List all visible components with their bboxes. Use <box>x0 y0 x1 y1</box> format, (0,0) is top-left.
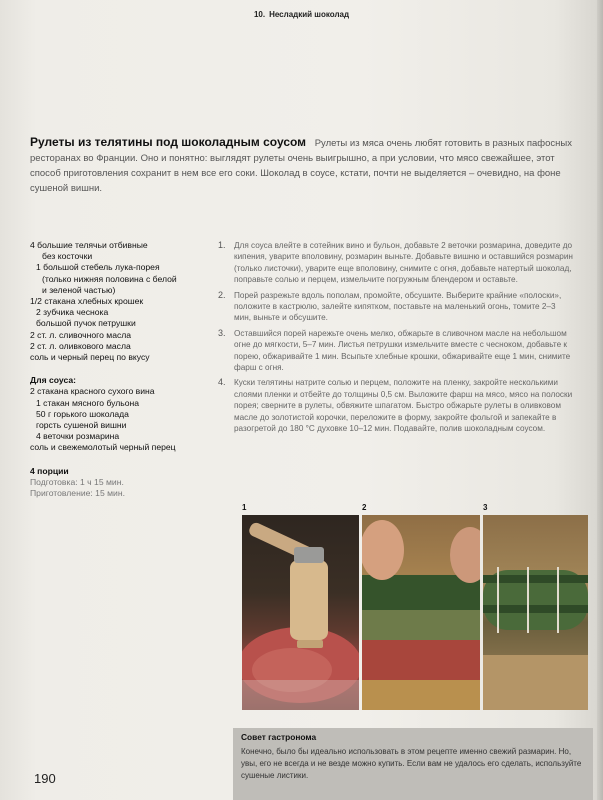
ingredient-item: (только нижняя половина с белой <box>42 273 177 284</box>
cook-time: Приготовление: 15 мин. <box>30 488 125 499</box>
running-header <box>0 0 603 28</box>
recipe-step <box>218 290 573 324</box>
ingredient-item: соль и свежемолотый черный перец <box>30 442 176 453</box>
recipe-title: Рулеты из телятины под шоколадным соусом <box>30 135 307 149</box>
page-number: 190 <box>34 771 56 786</box>
photo-tied-rolls <box>483 515 588 710</box>
chapter-title: Несладкий шоколад <box>269 9 350 19</box>
recipe-step <box>218 377 573 434</box>
chapter-number: 10. <box>253 9 266 19</box>
recipe-steps <box>218 240 573 439</box>
step-number: 3. <box>218 327 226 338</box>
ingredient-item: 50 г горького шоколада <box>36 408 129 419</box>
photo-label-2: 2 <box>362 503 367 512</box>
sauce-ingredients <box>30 386 220 453</box>
step-text: Порей разрежьте вдоль пополам, промойте, обсушите. Выберите крайние «полоски», положите в кастрюлю, залейте кипятком, поставьте на маленький огонь, томите 2–3 мин, выньте и обсушите. <box>234 290 562 323</box>
photo-label-3: 3 <box>483 503 488 512</box>
ingredient-item: 1 стакан мясного бульона <box>36 397 140 408</box>
page-edge <box>597 0 603 800</box>
ingredient-item: и зеленой частью) <box>42 284 116 295</box>
tip-box <box>233 728 593 800</box>
recipe-description: Рулеты из мяса очень любят готовить в разных пафосных ресторанах во Франции. Оно и понятно: выглядят рулеты очень выигрышно, а при условии, что мясо свежайшее, этот способ приготовления сохранит в нем все его соки. Шоколад в соусе, кстати, почти не выделяется – очевидно, на фоне сушеной вишни. <box>30 138 572 194</box>
ingredient-item: 2 зубчика чеснока <box>36 307 109 318</box>
photo-rolling-meat <box>362 515 480 710</box>
ingredient-item: горсть сушеной вишни <box>36 420 127 431</box>
ingredient-item: 4 большие телячьи отбивные <box>30 240 148 250</box>
step-text: Куски телятины натрите солью и перцем, положите на пленку, закройте несколькими слоями пленки и отбейте до толщины 0,5 см. Выложите фарш на мясо, мясо на полоски порея; сверните в рулеты, обвяжите шпагатом. Быстро обжарьте рулеты в оливковом масле до золотистой корочки, переложите в форму, закройте фольгой и запекайте в разогретой до 180 °С духовке 10–12 мин. Подавайте, полив шоколадным соусом. <box>234 378 573 434</box>
step-number: 1. <box>218 240 226 250</box>
ingredient-item: соль и черный перец по вкусу <box>30 352 150 363</box>
photo-meat-mallet <box>242 515 359 710</box>
portions: 4 порции <box>30 465 69 476</box>
prep-time: Подготовка: 1 ч 15 мин. <box>30 476 124 487</box>
recipe-intro <box>30 135 575 196</box>
step-number: 4. <box>218 377 226 388</box>
ingredient-item: без косточки <box>42 251 93 262</box>
photo-label-1: 1 <box>242 503 247 512</box>
step-text: Для соуса влейте в сотейник вино и бульон, добавьте 2 веточки розмарина, доведите до кипения, уварите вполовину, розмарин выньте. Добавьте вишню и оставшийся розмарин (только листочки), уварите еще вполовину, снимите с огня, добавьте натертый шоколад, поправьте солью и перцем, измельчите погружным блендером и оставьте. <box>234 241 573 285</box>
tip-title: Совет гастронома <box>241 732 317 742</box>
ingredient-item: 4 веточки розмарина <box>36 431 120 442</box>
ingredient-item: 2 стакана красного сухого вина <box>30 386 155 397</box>
ingredients-list <box>30 240 220 499</box>
sauce-heading: Для соуса: <box>30 375 76 386</box>
ingredient-item: 2 ст. л. оливкового масла <box>30 340 131 351</box>
main-ingredients <box>30 240 220 363</box>
ingredient-item: большой пучок петрушки <box>36 318 136 329</box>
ingredient-item: 2 ст. л. сливочного масла <box>30 329 132 340</box>
step-text: Оставшийся порей нарежьте очень мелко, обжарьте в сливочном масле на небольшом огне до мягкости, 5–7 мин. Листья петрушки измельчите вместе с чесноком, добавьте к порею, обжаривайте 1 мин. Всыпьте хлебные крошки, обжаривайте еще 1 мин, снимите фарш с огня. <box>234 328 571 373</box>
tip-text: Конечно, было бы идеально использовать в этом рецепте именно свежий размарин. Но, увы, его не всегда и не везде можно купить. Если вам не удалось его сделать, используйте сушеные листики. <box>241 747 582 780</box>
ingredient-item: 1/2 стакана хлебных крошек <box>30 296 144 307</box>
recipe-step <box>218 328 573 374</box>
recipe-step <box>218 240 573 286</box>
step-number: 2. <box>218 289 226 300</box>
ingredient-item: 1 большой стебель лука-порея <box>36 262 160 273</box>
